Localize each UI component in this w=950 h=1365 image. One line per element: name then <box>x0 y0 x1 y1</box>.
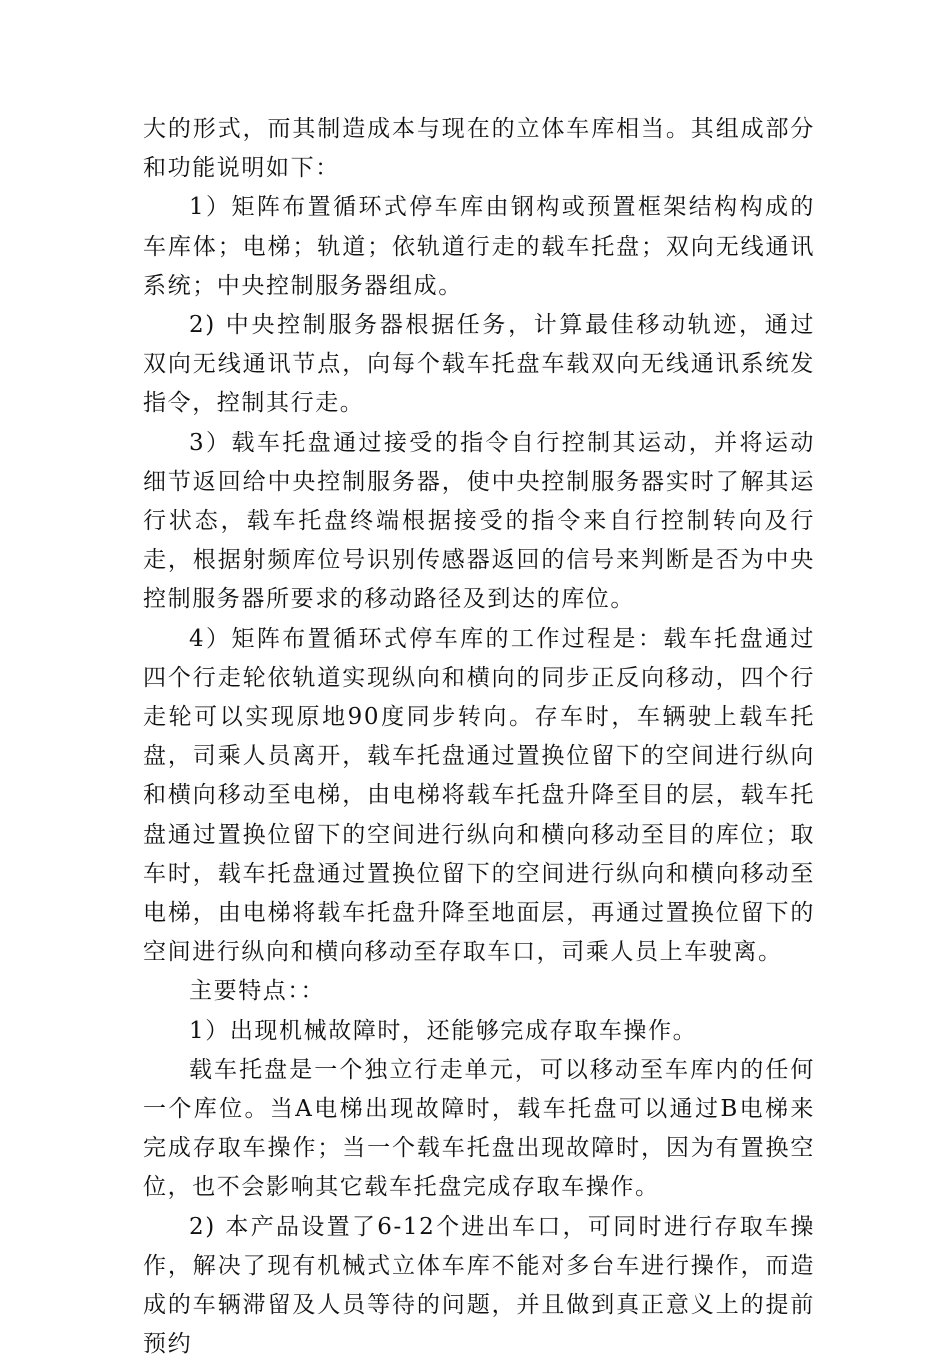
paragraph-2: 1）矩阵布置循环式停车库由钢构或预置框架结构构成的车库体；电梯；轨道；依轨道行走的载车托盘；双向无线通讯系统；中央控制服务器组成。 <box>143 194 815 299</box>
section-heading-main-features: 主要特点：： <box>189 978 326 1005</box>
paragraph-5: 4）矩阵布置循环式停车库的工作过程是：载车托盘通过四个行走轮依轨道实现纵向和横向的同步正反向移动，四个行走轮可以实现原地90度同步转向。存车时，车辆驶上载车托盘，司乘人员离开，载车托盘通过置换位留下的空间进行纵向和横向移动至电梯，由电梯将载车托盘升降至目的层，载车托盘通过置换位留下的空间进行纵向和横向移动至目的库位；取车时，载车托盘通过置换位留下的空间进行纵向和横向移动至电梯，由电梯将载车托盘升降至地面层，再通过置换位留下的空间进行纵向和横向移动至存取车口，司乘人员上车驶离。 <box>143 625 815 966</box>
paragraph-7: 1）出现机械故障时，还能够完成存取车操作。 <box>189 1017 698 1044</box>
paragraph-3: 2) 中央控制服务器根据任务，计算最佳移动轨迹，通过双向无线通讯节点，向每个载车托盘车载双向无线通讯系统发指令，控制其行走。 <box>143 312 815 417</box>
paragraph-1: 大的形式，而其制造成本与现在的立体车库相当。其组成部分和功能说明如下： <box>143 116 815 182</box>
document-body <box>143 110 815 1365</box>
paragraph-4: 3）载车托盘通过接受的指令自行控制其运动，并将运动细节返回给中央控制服务器，使中央控制服务器实时了解其运行状态，载车托盘终端根据接受的指令来自行控制转向及行走，根据射频库位号识别传感器返回的信号来判断是否为中央控制服务器所要求的移动路径及到达的库位。 <box>143 429 815 613</box>
paragraph-8: 载车托盘是一个独立行走单元，可以移动至车库内的任何一个库位。当A电梯出现故障时，载车托盘可以通过B电梯来完成存取车操作；当一个载车托盘出现故障时，因为有置换空位，也不会影响其它载车托盘完成存取车操作。 <box>143 1056 815 1201</box>
paragraph-9: 2) 本产品设置了6-12个进出车口，可同时进行存取车操作，解决了现有机械式立体车库不能对多台车进行操作，而造成的车辆滞留及人员等待的问题，并且做到真正意义上的提前预约 <box>143 1213 815 1358</box>
